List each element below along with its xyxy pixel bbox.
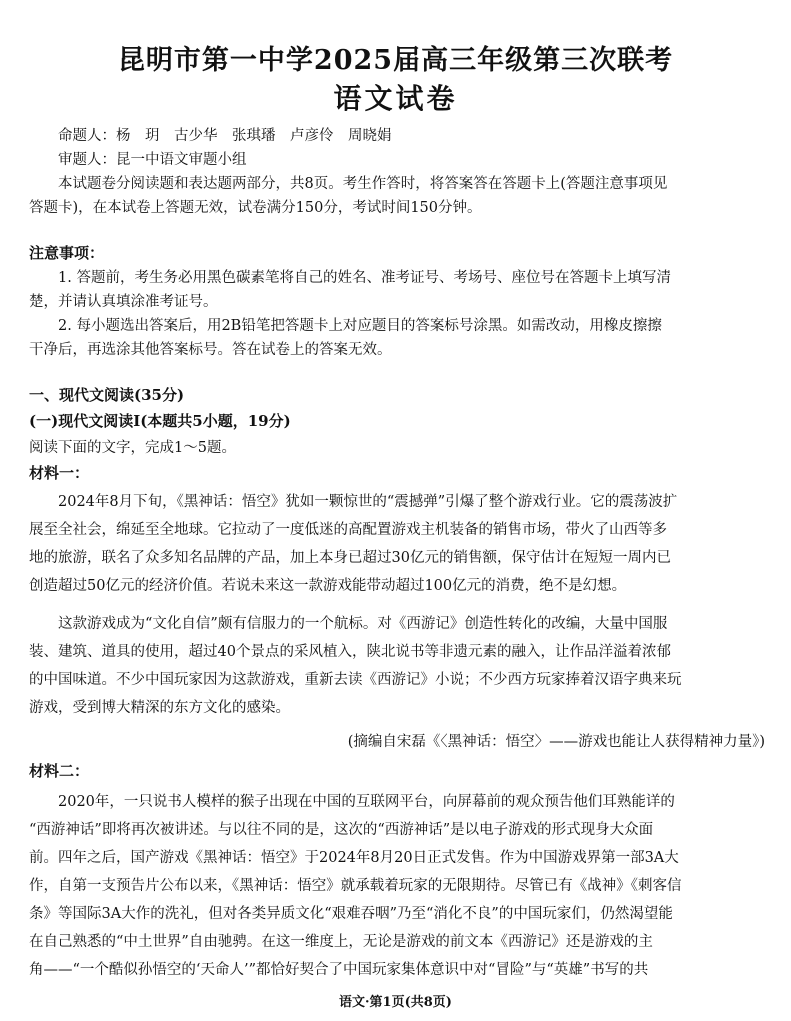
note-item: 1. 答题前，考生务必用黑色碳素笔将自己的姓名、准考证号、考场号、座位号在答题卡上填写清 [58,270,671,286]
paragraph-line: 2024年8月下旬，《黑神话：悟空》犹如一颗惊世的“震撼弹”引爆了整个游戏行业。它的震荡波扩 [58,494,678,510]
subsection-heading: (一)现代文阅读Ⅰ(本题共5小题，19分) [29,412,291,430]
paragraph-line: 创造超过50亿元的经济价值。若说未来这一款游戏能带动超过100亿元的消费，绝不是幻想。 [29,578,627,594]
section-heading: 一、现代文阅读(35分) [29,386,185,404]
note-item: 楚，并请认真填涂准考证号。 [29,294,218,310]
note-item: 2. 每小题选出答案后，用2B铅笔把答题卡上对应题目的答案标号涂黑。如需改动，用橡皮擦擦 [58,318,662,334]
paragraph-line: 展至全社会，绵延至全地球。它拉动了一度低迷的高配置游戏主机装备的销售市场，带火了山西等多 [29,522,667,538]
material-label: 材料一： [29,464,90,482]
paragraph-line: 地的旅游，联名了众多知名品牌的产品，加上本身已超过30亿元的销售额，保守估计在短短一周内已 [29,550,671,566]
source-citation: (摘编自宋磊《〈黑神话：悟空〉——游戏也能让人获得精神力量》) [347,734,765,750]
paragraph-line: 在自己熟悉的“中土世界”自由驰骋。在这一维度上，无论是游戏的前文本《西游记》还是游戏的主 [29,934,653,950]
exam-title: 昆明市第一中学2025届高三年级第三次联考 [117,45,674,76]
intro-line: 答题卡)，在本试卷上答题无效，试卷满分150分，考试时间150分钟。 [29,200,482,216]
material-label: 材料二： [29,762,90,780]
paragraph-line: 条》等国际3A大作的洗礼，但对各类异质文化“艰难吞咽”乃至“消化不良”的中国玩家们，仍然渴望能 [29,906,673,922]
paragraph-line: 的中国味道。不少中国玩家因为这款游戏，重新去读《西游记》小说；不少西方玩家捧着汉语字典来玩 [29,672,682,688]
intro-line: 本试题卷分阅读题和表达题两部分，共8页。考生作答时，将答案答在答题卡上(答题注意事项见 [58,176,668,192]
reviewers-line: 审题人：昆一中语文审题小组 [58,152,247,168]
paragraph-line: 前。四年之后，国产游戏《黑神话：悟空》于2024年8月20日正式发售。作为中国游戏界第一部3A大 [29,850,679,866]
paragraph-line: 这款游戏成为“文化自信”颇有信服力的一个航标。对《西游记》创造性转化的改编，大量中国服 [58,616,668,632]
paragraph-line: 2020年，一只说书人模样的猴子出现在中国的互联网平台，向屏幕前的观众预告他们耳熟能详的 [58,794,675,810]
exam-subtitle: 语文试卷 [333,82,458,115]
paragraph-line: 装、建筑、道具的使用，超过40个景点的采风植入，陕北说书等非遗元素的融入，让作品洋溢着浓郁 [29,644,671,660]
note-item: 干净后，再选涂其他答案标号。答在试卷上的答案无效。 [29,342,392,358]
notes-heading: 注意事项： [29,244,105,262]
instruction-line: 阅读下面的文字，完成1～5题。 [29,440,236,456]
page-footer: 语文·第1页(共8页) [339,995,452,1010]
paragraph-line: 作，自第一支预告片公布以来，《黑神话：悟空》就承载着玩家的无限期待。尽管已有《战神》《刺客信 [29,878,682,894]
paragraph-line: 游戏，受到博大精深的东方文化的感染。 [29,700,290,716]
paragraph-line: “西游神话”即将再次被讲述。与以往不同的是，这次的“西游神话”是以电子游戏的形式现身大众面 [29,822,654,838]
paragraph-line: 角——“一个酷似孙悟空的‘天命人’”都恰好契合了中国玩家集体意识中对“冒险”与“英雄”书写的共 [29,962,649,978]
authors-line: 命题人：杨 玥 古少华 张琪璠 卢彦伶 周晓娟 [58,128,392,144]
